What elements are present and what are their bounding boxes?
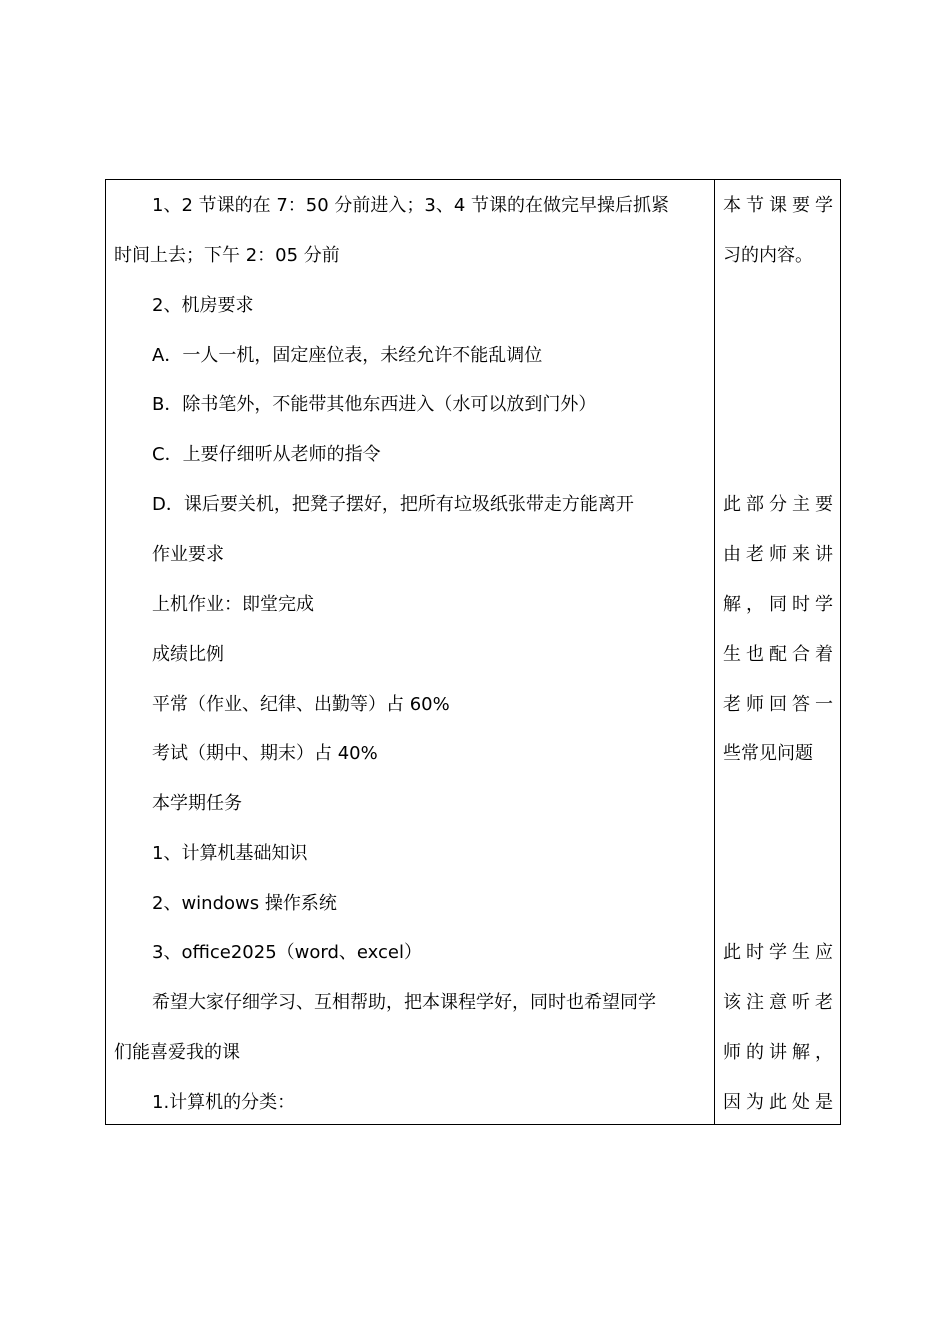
text-line: C．上要仔细听从老师的指令	[152, 444, 381, 465]
text-line: 上机作业：即堂完成	[152, 594, 314, 615]
text-line: 2、windows 操作系统	[152, 893, 337, 914]
text-line: 3、office2025（word、excel）	[152, 942, 422, 963]
side-note-line: 老师回答一	[723, 694, 833, 715]
column-divider	[714, 180, 715, 1124]
lesson-table	[105, 179, 841, 1125]
side-note-line: 由老师来讲	[723, 544, 833, 565]
text-line: D．课后要关机，把凳子摆好，把所有垃圾纸张带走方能离开	[152, 494, 634, 515]
side-note-line: 些常见问题	[723, 743, 813, 764]
text-line: 1、2 节课的在 7：50 分前进入；3、4 节课的在做完早操后抓紧	[152, 195, 670, 216]
text-line: 希望大家仔细学习、互相帮助，把本课程学好，同时也希望同学	[152, 992, 656, 1013]
text-line: 成绩比例	[152, 644, 224, 665]
text-line: 1.计算机的分类：	[152, 1092, 296, 1113]
text-line: 本学期任务	[152, 793, 242, 814]
text-line: 2、机房要求	[152, 295, 254, 316]
side-note-line: 因为此处是	[723, 1092, 833, 1113]
side-note-line: 此时学生应	[723, 942, 833, 963]
text-line: 们能喜爱我的课	[114, 1042, 240, 1063]
side-note-line: 此部分主要	[723, 494, 833, 515]
side-note-line: 本节课要学	[723, 195, 833, 216]
text-line: 时间上去；下午 2：05 分前	[114, 245, 340, 266]
text-line: 作业要求	[152, 544, 224, 565]
side-note-line: 生也配合着	[723, 644, 833, 665]
side-note-line: 该注意听老	[723, 992, 833, 1013]
text-line: 考试（期中、期末）占 40%	[152, 743, 378, 764]
side-note-line: 师的讲解，	[723, 1042, 833, 1063]
text-line: 平常（作业、纪律、出勤等）占 60%	[152, 694, 450, 715]
side-note-line: 习的内容。	[723, 245, 813, 266]
text-line: 1、计算机基础知识	[152, 843, 308, 864]
text-line: B．除书笔外，不能带其他东西进入（水可以放到门外）	[152, 394, 597, 415]
side-note-line: 解，同时学	[723, 594, 833, 615]
text-line: A．一人一机，固定座位表，未经允许不能乱调位	[152, 345, 543, 366]
